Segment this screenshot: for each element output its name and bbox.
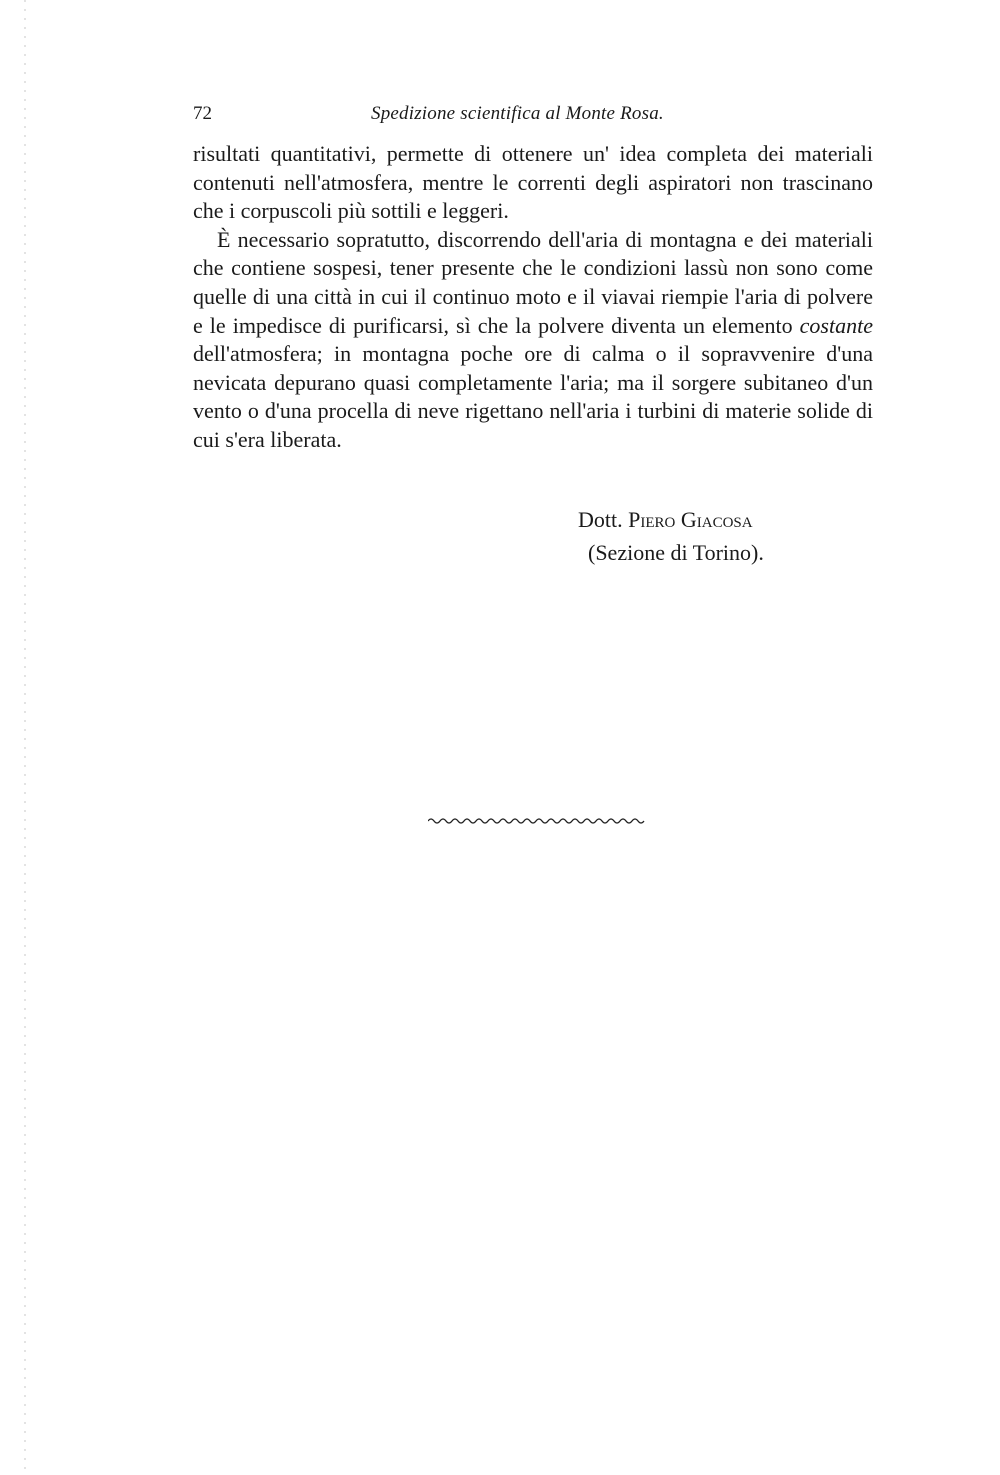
scan-gutter-edge [14, 0, 44, 1475]
page-number: 72 [193, 103, 212, 124]
author-name: Piero Giacosa [628, 507, 753, 532]
paragraph-2-italic-word: costante [799, 312, 873, 338]
running-title: Spedizione scientifica al Monte Rosa. [371, 103, 664, 124]
paragraph-1: risultati quantitativi, permette di ottenere un' idea completa dei materiali contenuti nell'atmosfera, mentre le correnti degli aspiratori non trascinano che i corpuscoli più sottili e leggeri. [193, 141, 873, 224]
author-section: (Sezione di Torino). [588, 540, 764, 565]
wavy-divider-ornament [428, 815, 646, 827]
running-head [193, 103, 873, 129]
paragraph-2-text-a: È necessario sopratutto, discorrendo dell'aria di montagna e dei materiali che contiene sospesi, tener presente che le condizioni lassù non sono come quelle di una città in cui il continuo moto e il viavai riempie l'aria di polvere e le impedisce di purificarsi, sì che la polvere diventa un elemento [193, 226, 873, 338]
paragraph-2 [193, 226, 873, 455]
author-name-line [578, 503, 764, 536]
paragraph-2-text-b: dell'atmosfera; in montagna poche ore di calma o il sopravvenire d'una nevicata depurano quasi completamente l'aria; ma il sorgere subitaneo d'un vento o d'una procella di neve rigettano nell'aria i turbini di materie solide di cui s'era liberata. [193, 341, 873, 452]
body-text [193, 140, 873, 455]
author-title: Dott. [578, 507, 623, 532]
author-signature [578, 503, 764, 569]
